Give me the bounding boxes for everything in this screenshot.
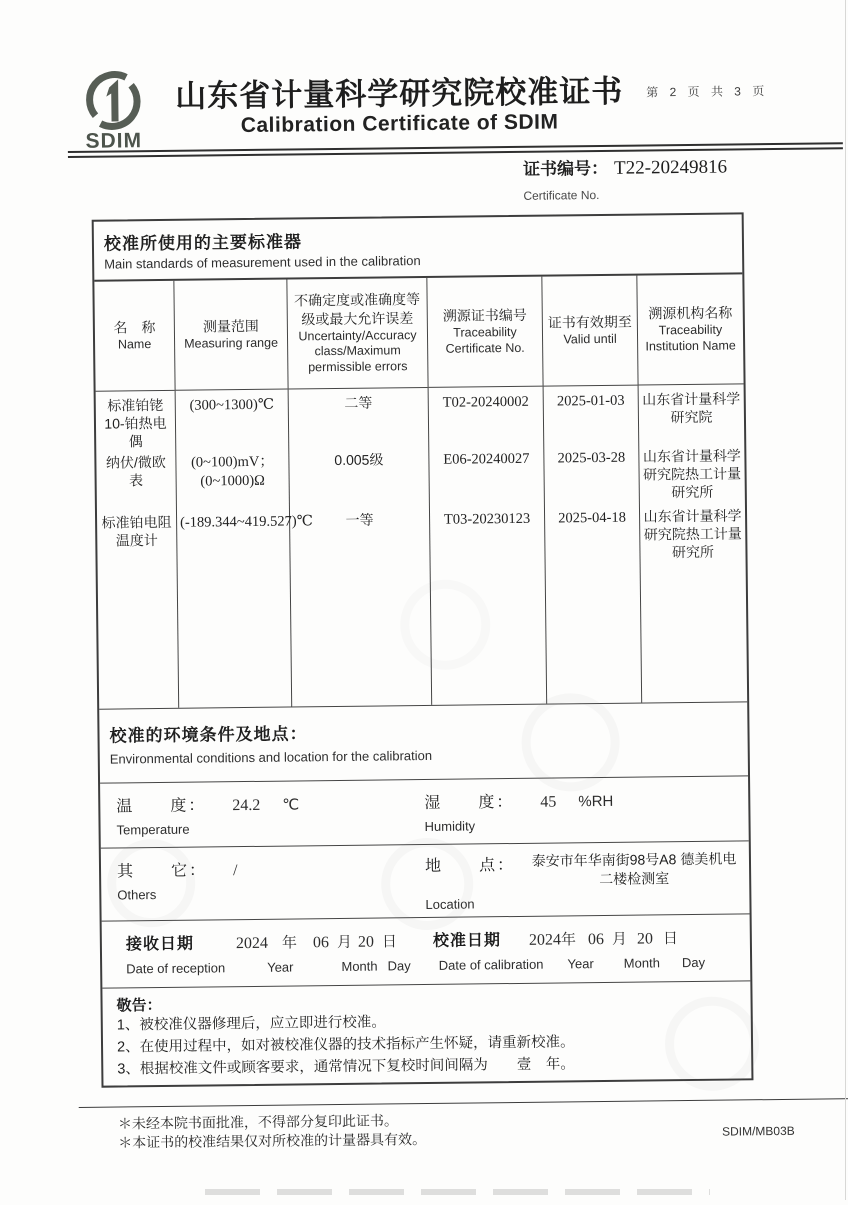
humidity-label-en: Humidity	[424, 818, 476, 835]
footer-notes	[118, 1111, 426, 1152]
header-range-cn: 测量范围	[202, 317, 259, 335]
page-title-en: Calibration Certificate of SDIM	[240, 110, 559, 138]
notice-section	[102, 981, 751, 1081]
day-unit: 日	[662, 930, 679, 948]
reception-month: 06	[312, 934, 330, 952]
footer-note: ＊本证书的校准结果仅对所校准的计量器具有效。	[118, 1130, 427, 1151]
body-range	[176, 390, 314, 708]
column-institution	[637, 274, 747, 702]
table-cell: T02-20240002	[442, 393, 529, 411]
standards-section-title	[94, 214, 743, 281]
year-unit: 年	[281, 934, 298, 952]
year-label-en: Year	[267, 959, 294, 975]
header-name-cn: 名 称	[113, 319, 156, 336]
standards-title-cn: 校准所使用的主要标准器	[103, 232, 303, 254]
notice-item: 3、根据校准文件或顾客要求，通常情况下复校时间间隔为 壹 年。	[117, 1055, 575, 1078]
temperature-value: 24.2	[232, 796, 261, 815]
header-uncertainty-en: Uncertainty/Accuracy class/Maximum permissible errors	[298, 327, 417, 375]
location-label-en: Location	[425, 896, 475, 912]
reception-year: 2024	[235, 934, 268, 953]
calibration-month: 06	[587, 930, 605, 949]
certificate-number-label-en: Certificate No.	[523, 187, 600, 203]
header-name-en: Name	[117, 337, 152, 352]
temperature-block	[100, 780, 425, 848]
month-unit: 月	[611, 930, 628, 948]
others-label: 其 它：	[116, 862, 208, 881]
month-unit: 月	[336, 933, 353, 952]
environment-title-en: Environmental conditions and location for the calibration	[109, 747, 433, 767]
notice-item: 2、在使用过程中，如对被校准仪器的技术指标产生怀疑，请重新校准。	[116, 1034, 575, 1056]
reception-day: 20	[357, 933, 375, 951]
header-institution-cn: 溯源机构名称	[648, 304, 733, 322]
reception-date-label-en: Date of reception	[126, 960, 226, 977]
reception-date-label: 接收日期	[125, 935, 195, 954]
environment-section-title	[99, 701, 748, 783]
humidity-unit: %RH	[578, 792, 614, 811]
header-uncertainty	[287, 278, 427, 390]
table-cell: (-189.344~419.527)℃	[180, 513, 314, 531]
table-cell: 一等	[345, 511, 374, 528]
month-label-en: Month	[623, 955, 660, 971]
standards-title-en: Main standards of measurement used in the calibration	[104, 253, 421, 272]
environment-title-cn: 校准的环境条件及地点：	[109, 724, 308, 746]
header-name	[94, 281, 174, 392]
table-cell: 山东省计量科学研究院	[642, 390, 741, 426]
day-label-en: Day	[681, 954, 706, 971]
form-code: SDIM/MB03B	[721, 1123, 795, 1139]
year-label-en: Year	[567, 956, 594, 972]
day-unit: 日	[381, 933, 398, 951]
table-cell: 山东省计量科学研究院热工计量研究所	[642, 447, 742, 500]
calibration-day: 20	[636, 930, 654, 948]
logo-text: SDIM	[85, 129, 143, 153]
certificate-number-label: 证书编号：	[523, 158, 609, 179]
temperature-label-en: Temperature	[116, 821, 190, 838]
year-unit: 年	[560, 931, 577, 949]
table-cell: 2025-01-03	[556, 392, 625, 410]
column-name	[94, 281, 179, 709]
header-valid-until	[542, 276, 637, 387]
footer-divider	[79, 1098, 848, 1108]
footer-note: ＊未经本院书面批准，不得部分复印此证书。	[117, 1112, 398, 1132]
table-cell: E06-20240027	[443, 450, 530, 468]
sdim-logo-icon	[82, 69, 145, 132]
header-cert-no	[427, 277, 542, 388]
others-value: /	[232, 862, 238, 880]
header-valid-until-en: Valid until	[563, 332, 617, 347]
table-cell: (0~100)mV；(0~1000)Ω	[190, 453, 274, 490]
table-cell: 山东省计量科学研究院热工计量研究所	[643, 507, 742, 560]
table-cell: 二等	[344, 394, 373, 411]
others-label-en: Others	[117, 887, 157, 903]
table-cell: 2025-03-28	[557, 449, 626, 467]
body-uncertainty	[289, 388, 432, 707]
column-range	[174, 280, 314, 708]
table-cell: 0.005级	[334, 451, 384, 469]
table-cell: 标准铂铑10-铂热电偶	[104, 396, 167, 450]
temperature-label: 温 度：	[116, 797, 207, 816]
month-label-en: Month	[341, 958, 378, 974]
notice-title: 敬告：	[116, 997, 162, 1015]
header-range	[174, 280, 287, 391]
header-uncertainty-cn: 不确定度或准确度等级或最大允许误差	[294, 291, 421, 327]
scan-edge-artifact	[845, 0, 846, 1200]
table-cell: 标准铂电阻温度计	[101, 513, 172, 549]
header-cert-no-en: Traceability Certificate No.	[445, 325, 525, 356]
location-label: 地 点：	[424, 856, 516, 876]
body-institution	[639, 384, 748, 702]
table-cell: 2025-04-18	[558, 509, 626, 527]
location-block	[425, 841, 750, 917]
humidity-label: 湿 度：	[424, 793, 515, 813]
header-institution	[637, 274, 743, 385]
header-range-en: Measuring range	[184, 335, 279, 351]
header-institution-en: Traceability Institution Name	[645, 323, 736, 354]
notice-item: 1、被校准仪器修理后，应立即进行校准。	[116, 1014, 386, 1034]
table-cell: 纳伏/微欧表	[105, 453, 166, 489]
header-valid-until-cn: 证书有效期至	[547, 313, 632, 331]
page-title: 山东省计量科学研究院校准证书	[175, 73, 624, 114]
temperature-unit: ℃	[282, 796, 300, 814]
calibration-year: 2024	[528, 931, 562, 949]
header-cert-no-cn: 溯源证书编号	[442, 307, 527, 325]
table-cell: (300~1300)℃	[189, 396, 275, 414]
day-label-en: Day	[387, 958, 411, 974]
sdim-logo	[76, 69, 151, 154]
certificate-number-block	[523, 153, 727, 203]
certificate-number-value: T22-20249816	[613, 156, 728, 179]
humidity-value: 45	[540, 793, 557, 811]
scan-bottom-artifact	[205, 1189, 710, 1195]
column-valid-until	[542, 276, 642, 704]
calibration-date-label: 校准日期	[432, 932, 502, 950]
location-value: 泰安市年华南街98号A8 德美机电二楼检测室	[531, 850, 737, 887]
body-name	[96, 391, 179, 709]
table-cell: T03-20230123	[443, 510, 531, 528]
page-number: 第 2 页 共 3 页	[646, 84, 769, 100]
calibration-date-label-en: Date of calibration	[438, 956, 544, 973]
body-valid-until	[544, 386, 642, 704]
